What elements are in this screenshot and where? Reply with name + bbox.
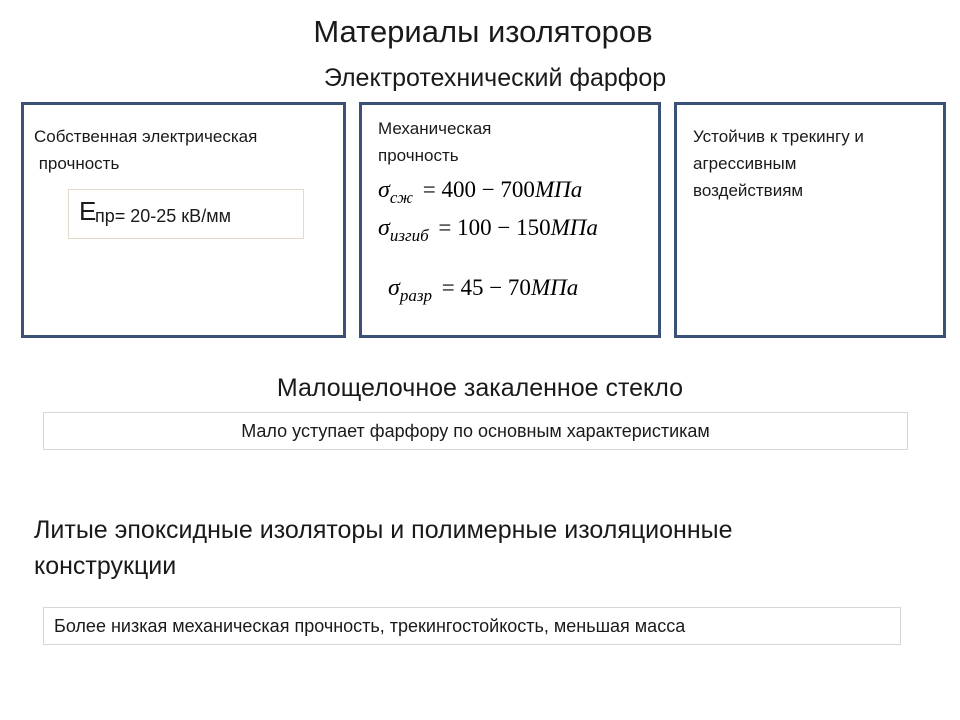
- formula-subscript: сж: [389, 188, 413, 207]
- glass-note-box: [43, 412, 908, 450]
- electrical-strength-line2: прочность: [34, 154, 120, 173]
- mechanical-strength-label: [378, 115, 491, 169]
- mechanical-strength-line2: прочность: [378, 146, 459, 165]
- electrical-strength-line1: Собственная электрическая: [34, 127, 258, 146]
- formula-subscript: разр: [399, 286, 432, 305]
- epoxy-note: Более низкая механическая прочность, трекингостойкость, меньшая масса: [54, 616, 686, 636]
- tracking-resistance-label: [693, 123, 864, 204]
- formula-value: = 400 − 700: [416, 177, 535, 202]
- tracking-line2: агрессивным: [693, 154, 797, 173]
- electrical-strength-label: [34, 123, 257, 177]
- tracking-line1: Устойчив к трекингу и: [693, 127, 864, 146]
- formula-symbol: σ: [388, 275, 400, 301]
- formula-unit: МПа: [534, 177, 583, 202]
- formula-unit: МПа: [530, 275, 579, 300]
- formula-symbol: σ: [378, 177, 390, 203]
- formula-subscript: изгиб: [389, 226, 429, 245]
- formula-bending: [378, 215, 598, 245]
- tracking-line3: воздействиям: [693, 181, 804, 200]
- slide-title: Материалы изоляторов: [313, 14, 653, 49]
- formula-value: = 45 − 70: [435, 275, 531, 300]
- slide-subtitle: Электротехнический фарфор: [323, 64, 667, 92]
- panel-electrical-strength: [21, 102, 346, 338]
- epoxy-heading: [34, 512, 733, 584]
- epoxy-heading-line2: конструкции: [34, 552, 177, 580]
- strength-symbol: E: [79, 196, 97, 226]
- strength-value: пр= 20-25 кВ/мм: [95, 206, 231, 226]
- mechanical-strength-line1: Механическая: [378, 119, 492, 138]
- formula-unit: МПа: [550, 215, 598, 240]
- panel-mechanical-strength: [359, 102, 661, 338]
- glass-note: Мало уступает фарфору по основным характеристикам: [241, 421, 710, 441]
- panel-tracking-resistance: [674, 102, 946, 338]
- epoxy-heading-line1: Литые эпоксидные изоляторы и полимерные изоляционные: [34, 516, 733, 544]
- electrical-strength-value-box: [68, 189, 304, 239]
- epoxy-note-box: [43, 607, 901, 645]
- formula-tension: [388, 275, 579, 305]
- formula-symbol: σ: [378, 215, 390, 241]
- formula-value: = 100 − 150: [432, 215, 551, 240]
- glass-heading: Малощелочное закаленное стекло: [276, 374, 684, 402]
- formula-compression: [378, 177, 583, 207]
